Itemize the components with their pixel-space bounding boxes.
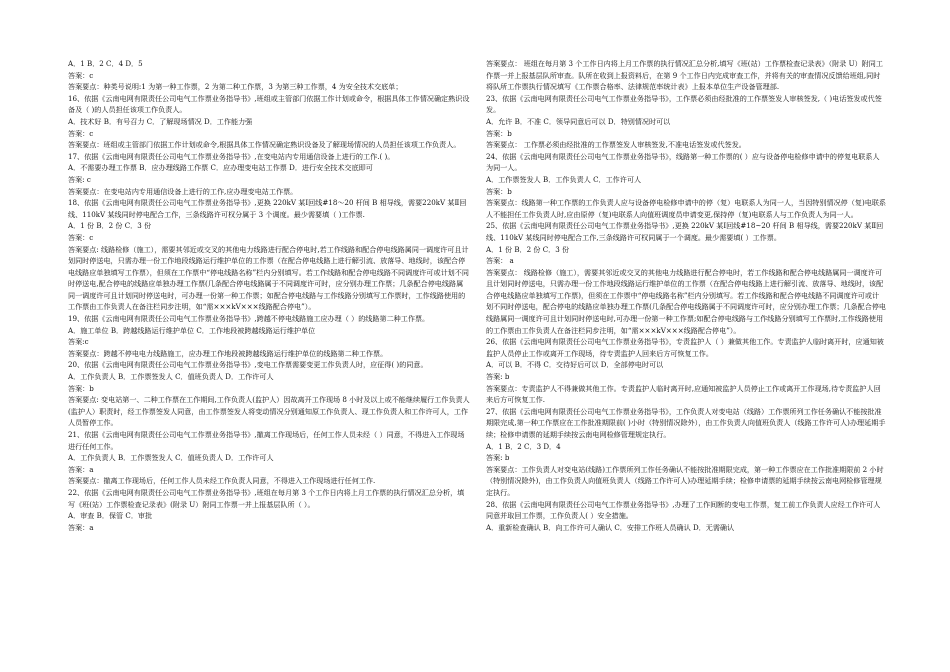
left-text-block: 19、依据《云南电网有限责任公司电气工作票业务指导书》,跨越不停电线路施工应办理（ ）的线路第二种工作票。 — [68, 314, 430, 324]
left-text-block: 答案：c — [68, 70, 94, 80]
left-text-block: 答案要点: 线路检修（施工），需要其邻近或交叉的其他电力线路进行配合停电时,若工作线路和配合停电线路属同一调度许可且计划同时停送电，只需办理一份工作地段线路运行维护单位的工作票（在配合停电线路上进行解引流、放落导、地线时，该配合停电线路应单独填写工作票），但须在工作票中“停电线路名称”栏内分别填写。若工作线路和配合停电线路不同调度许可或计划不同时停送电,配合停电的线路应单独办理工作票(几条配合停电线路属于不同调度许可时，应分别办理工作票；几条配合停电线路属同一调度许可且计划同时停送电时，可办理一份第一种工作票；如配合停电线路与工作线路分别填写工作票时，工作线路使用的工作票由工作负责人在备注栏同步注明，如“需×××kV×××线路配合停电”）。 — [68, 244, 469, 312]
right-text-block: 答案：b — [486, 128, 512, 138]
left-text-block: 答案要点：种类号说明:1 为第一种工作票，2 为第二种工作票，3 为第三种工作票，4 为安全技术交底单； — [68, 82, 403, 92]
left-text-block: A．工作负责人 B．工作票签发人 C．值班负责人 D．工作许可人 — [68, 372, 274, 382]
right-text-block: 27、依据《云南电网有限责任公司电气工作票业务指导书》，工作负责人对变电站（线路）工作票所列工作任务确认不能按批准期限完成,第一种工作票应在工作批准期限前( )小时（特别情况除外），由工作负责人向值班负责人（线路工作许可人)办理延期手续；检修申请票的延期手续按云南电网检修管理规定执行。 — [486, 406, 886, 439]
right-text-block: 答案：b — [486, 186, 512, 196]
left-text-block: 答案: c — [68, 174, 91, 184]
right-text-block: 答案: b — [486, 453, 510, 463]
left-text-block: 答案:c — [68, 337, 89, 347]
right-text-block: 答案： a — [486, 256, 514, 266]
right-text-block: A．工作票签发人 B．工作负责人 C．工作许可人 — [486, 174, 642, 184]
left-text-block: 答案要点：在变电站内专用通信设备上进行的工作,应办理变电站工作票。 — [68, 186, 298, 196]
left-text-block: 20、依据《云南电网有限责任公司电气工作票业务指导书》,变电工作票需要变更工作负责人时，应征得( )的同意。 — [68, 360, 428, 370]
right-text-block: 26、依据《云南电网有限责任公司电气工作票业务指导书》，专责监护人（ ）兼做其他工作。专责监护人临时离开时，应通知被监护人员停止工作或离开工作现场，待专责监护人回来后方可恢复工作。 — [486, 337, 884, 358]
left-text-block: A．1 B．2 C．4 D．5 — [68, 59, 143, 68]
left-text-block: A．审查 B．保管 C．审批 — [68, 511, 153, 521]
right-text-block: 25、依据《云南电网有限责任公司电气工作票业务指导书》,更换 220kV 某Ⅰ回线#18~20 杆间 B 相导线，需要220kV 某Ⅱ回线、110kV 某线同时停电配合工作,三条线路许可权同属于一个调度。最少需要填( ）工作票。 — [486, 221, 884, 242]
right-text-block: 答案: b — [486, 372, 510, 382]
right-text-block: 23、依据《云南电网有限责任公司电气工作票业务指导书》，工作票必须由经批准的工作票签发人审核签发,（ )电话签发或代签发。 — [486, 93, 882, 115]
left-text-block: A．工作负责人 B．工作票签发人 C．值班负责人 D．工作许可人 — [68, 453, 274, 463]
left-text-block: A．不需要办理工作票 B．应办理线路工作票 C．应办理变电站工作票 D．进行安全技术交底即可 — [68, 163, 373, 173]
left-text-block: 22、依据《云南电网有限责任公司电气工作票业务指导书》,班组在每月第 3 个工作日内将上月工作票的执行情况汇总分析，填写《班(站）工作票检查记录表》(附录 U）附同工作票一并上报基层队所（ ）。 — [68, 487, 465, 509]
left-text-block: 答案：a — [68, 464, 94, 474]
right-column — [486, 58, 886, 533]
right-text-block: 答案要点： 班组在每月第 3 个工作日内将上月工作票的执行情况汇总分析,填写《班(站）工作票检查记录表》（附录 U）附同工作票一并上报基层队所审查。队所在收到上报资料后，在第 9 个工作日内完成审查工作，并将有关的审查情况反馈给班组,同时将队所工作票执行情况填写《工作票合格率、法律规范率统计表》上报本单位生产设备管理部. — [486, 59, 883, 92]
right-text-block: 28、依据《云南电网有限责任公司电气工作票业务指导书》,办理了工作间断的变电工作票，复工前工作负责人应经工作许可人同意并取回工作票，工作负责人( ）安全措施。 — [486, 499, 881, 521]
right-text-block: 答案要点： 工作票必须由经批准的工作票签发人审核签发,不准电话签发或代签发。 — [486, 140, 746, 150]
left-text-block: 答案：b — [68, 383, 94, 393]
right-text-block: A．1 份 B．2 份 C．3 份 — [486, 244, 570, 254]
left-text-block: 18、依据《云南电网有限责任公司电气工作票业务指导书》,更换 220kV 某Ⅰ回线#18～20 杆间 B 相导线，需要220kV 某Ⅱ回线、110kV 某线同时停电配合工作，三条线路许可权分属于 3 个调度。最少需要填（ )工作票. — [68, 198, 467, 219]
right-text-block: 24、依据《云南电网有限责任公司电气工作票业务指导书》，线路第一种工作票的( ）应与设备停电检修申请中的停复电联系人为同一人。 — [486, 151, 880, 173]
right-text-block: A．允许 B．不准 C．领导同意后可以 D．特别情况时可以 — [486, 116, 671, 126]
right-text-block: 答案要点： 线路检修（施工），需要其邻近或交叉的其他电力线路进行配合停电时，若工作线路和配合停电线路属同一调度许可且计划同时停送电，只需办理一份工作地段线路运行维护单位的工作票（在配合停电线路上进行解引流、放落导、地线时，该配合停电线路应单独填写工作票)，但须在工作票中“停电线路名称”栏内分别填写。若工作线路和配合停电线路不同调度许可或计划不同时停送电，配合停电的线路应单独办理工作票(几条配合停电线路属于不同调度许可时，应分别办理工作票；几条配合停电线路属同一调度许可且计划同时停送电时,可办理一份第一种工作票;如配合停电线路与工作线路分别填写工作票时,工作线路使用的工作票由工作负责人在备注栏同步注明，如“需×××kV×××线路配合停电”）。 — [486, 267, 887, 335]
right-text-block: A．重新检查确认 B．向工作许可人确认 C．安排工作班人员确认 D．无需确认 — [486, 522, 735, 532]
left-column — [68, 58, 470, 533]
left-text-block: A．1 份 B．2 份 C．3 份 — [68, 221, 152, 231]
left-text-block: 答案：a — [68, 522, 94, 532]
left-text-block: 17、依据《云南电网有限责任公司电气工作票业务指导书》,在变电站内专用通信设备上进行的工作.( )。 — [68, 151, 395, 161]
right-text-block: A．1 B．2 C．3 D．4 — [486, 441, 561, 451]
right-text-block: A．可以 B．不得 C．交待好后可以 D．全部停电时可以 — [486, 360, 664, 370]
left-text-block: 答案要点: 变电站第一、二种工作票在工作期间,工作负责人(监护人）因故离开工作现场 8 小时及以上或不能继续履行工作负责人(监护人）职责时，经工作票签发人同意，由工作票签发人将变动情况分别通知原工作负责人、现工作负责人和工作许可人，工作人员暂停工作。 — [68, 395, 470, 428]
right-text-block: 答案要点：工作负责人对变电站(线路)工作票所列工作任务确认不能按批准期限完成，第一种工作票应在工作批准期限前 2 小时（特别情况除外)，由工作负责人向值班负责人（线路工作许可人)办理延期手续；检修申请票的延期手续按云南电网检修管理规定执行。 — [486, 464, 884, 497]
left-text-block: 答案：c — [68, 232, 94, 242]
left-text-block: A．施工单位 B．跨越线路运行维护单位 C．工作地段被跨越线路运行维护单位 — [68, 325, 316, 335]
left-text-block: 16、依据《云南电网有限责任公司电气工作票业务指导书》,班组或主管部门依据工作计划或命令，根据具体工作情况确定熟识设备及（ )的人员担任该项工作负责人。 — [68, 93, 470, 115]
right-text-block: 答案要点：专责监护人不得兼做其他工作。专责监护人临时离开时,应通知被监护人员停止工作或离开工作现场,待专责监护人回来后方可恢复工作. — [486, 383, 881, 405]
left-text-block: 答案要点：撤离工作现场后，任何工作人员未经工作负责人同意，不得进入工作现场进行任何工作. — [68, 476, 376, 486]
left-text-block: 答案要点：跨越不停电电力线路施工，应办理工作地段被跨越线路运行维护单位的线路第二种工作票。 — [68, 348, 388, 358]
left-text-block: 答案要点：班组或主管部门依据工作计划或命令,根据具体工作情况确定熟识设备及了解现场情况的人员担任该项工作负责人。 — [68, 140, 461, 150]
left-text-block: 21、依据《云南电网有限责任公司电气工作票业务指导书》,撤离工作现场后，任何工作人员未经（ ）同意，不得进入工作现场进行任何工作。 — [68, 430, 465, 451]
right-text-block: 答案要点：线路第一种工作票的工作负责人应与设备停电检修申请中的停（复）电联系人为同一人，当因特别情况停（复)电联系人不能担任工作负责人时,应由原停（复)电联系人向值班调度员申请变更,保持停（复)电联系人与工作负责人为同一人。 — [486, 198, 887, 219]
left-text-block: 答案：c — [68, 128, 94, 138]
left-text-block: A．技术好 B．有号召力 C．了解现场情况 D．工作能力强 — [68, 116, 253, 126]
